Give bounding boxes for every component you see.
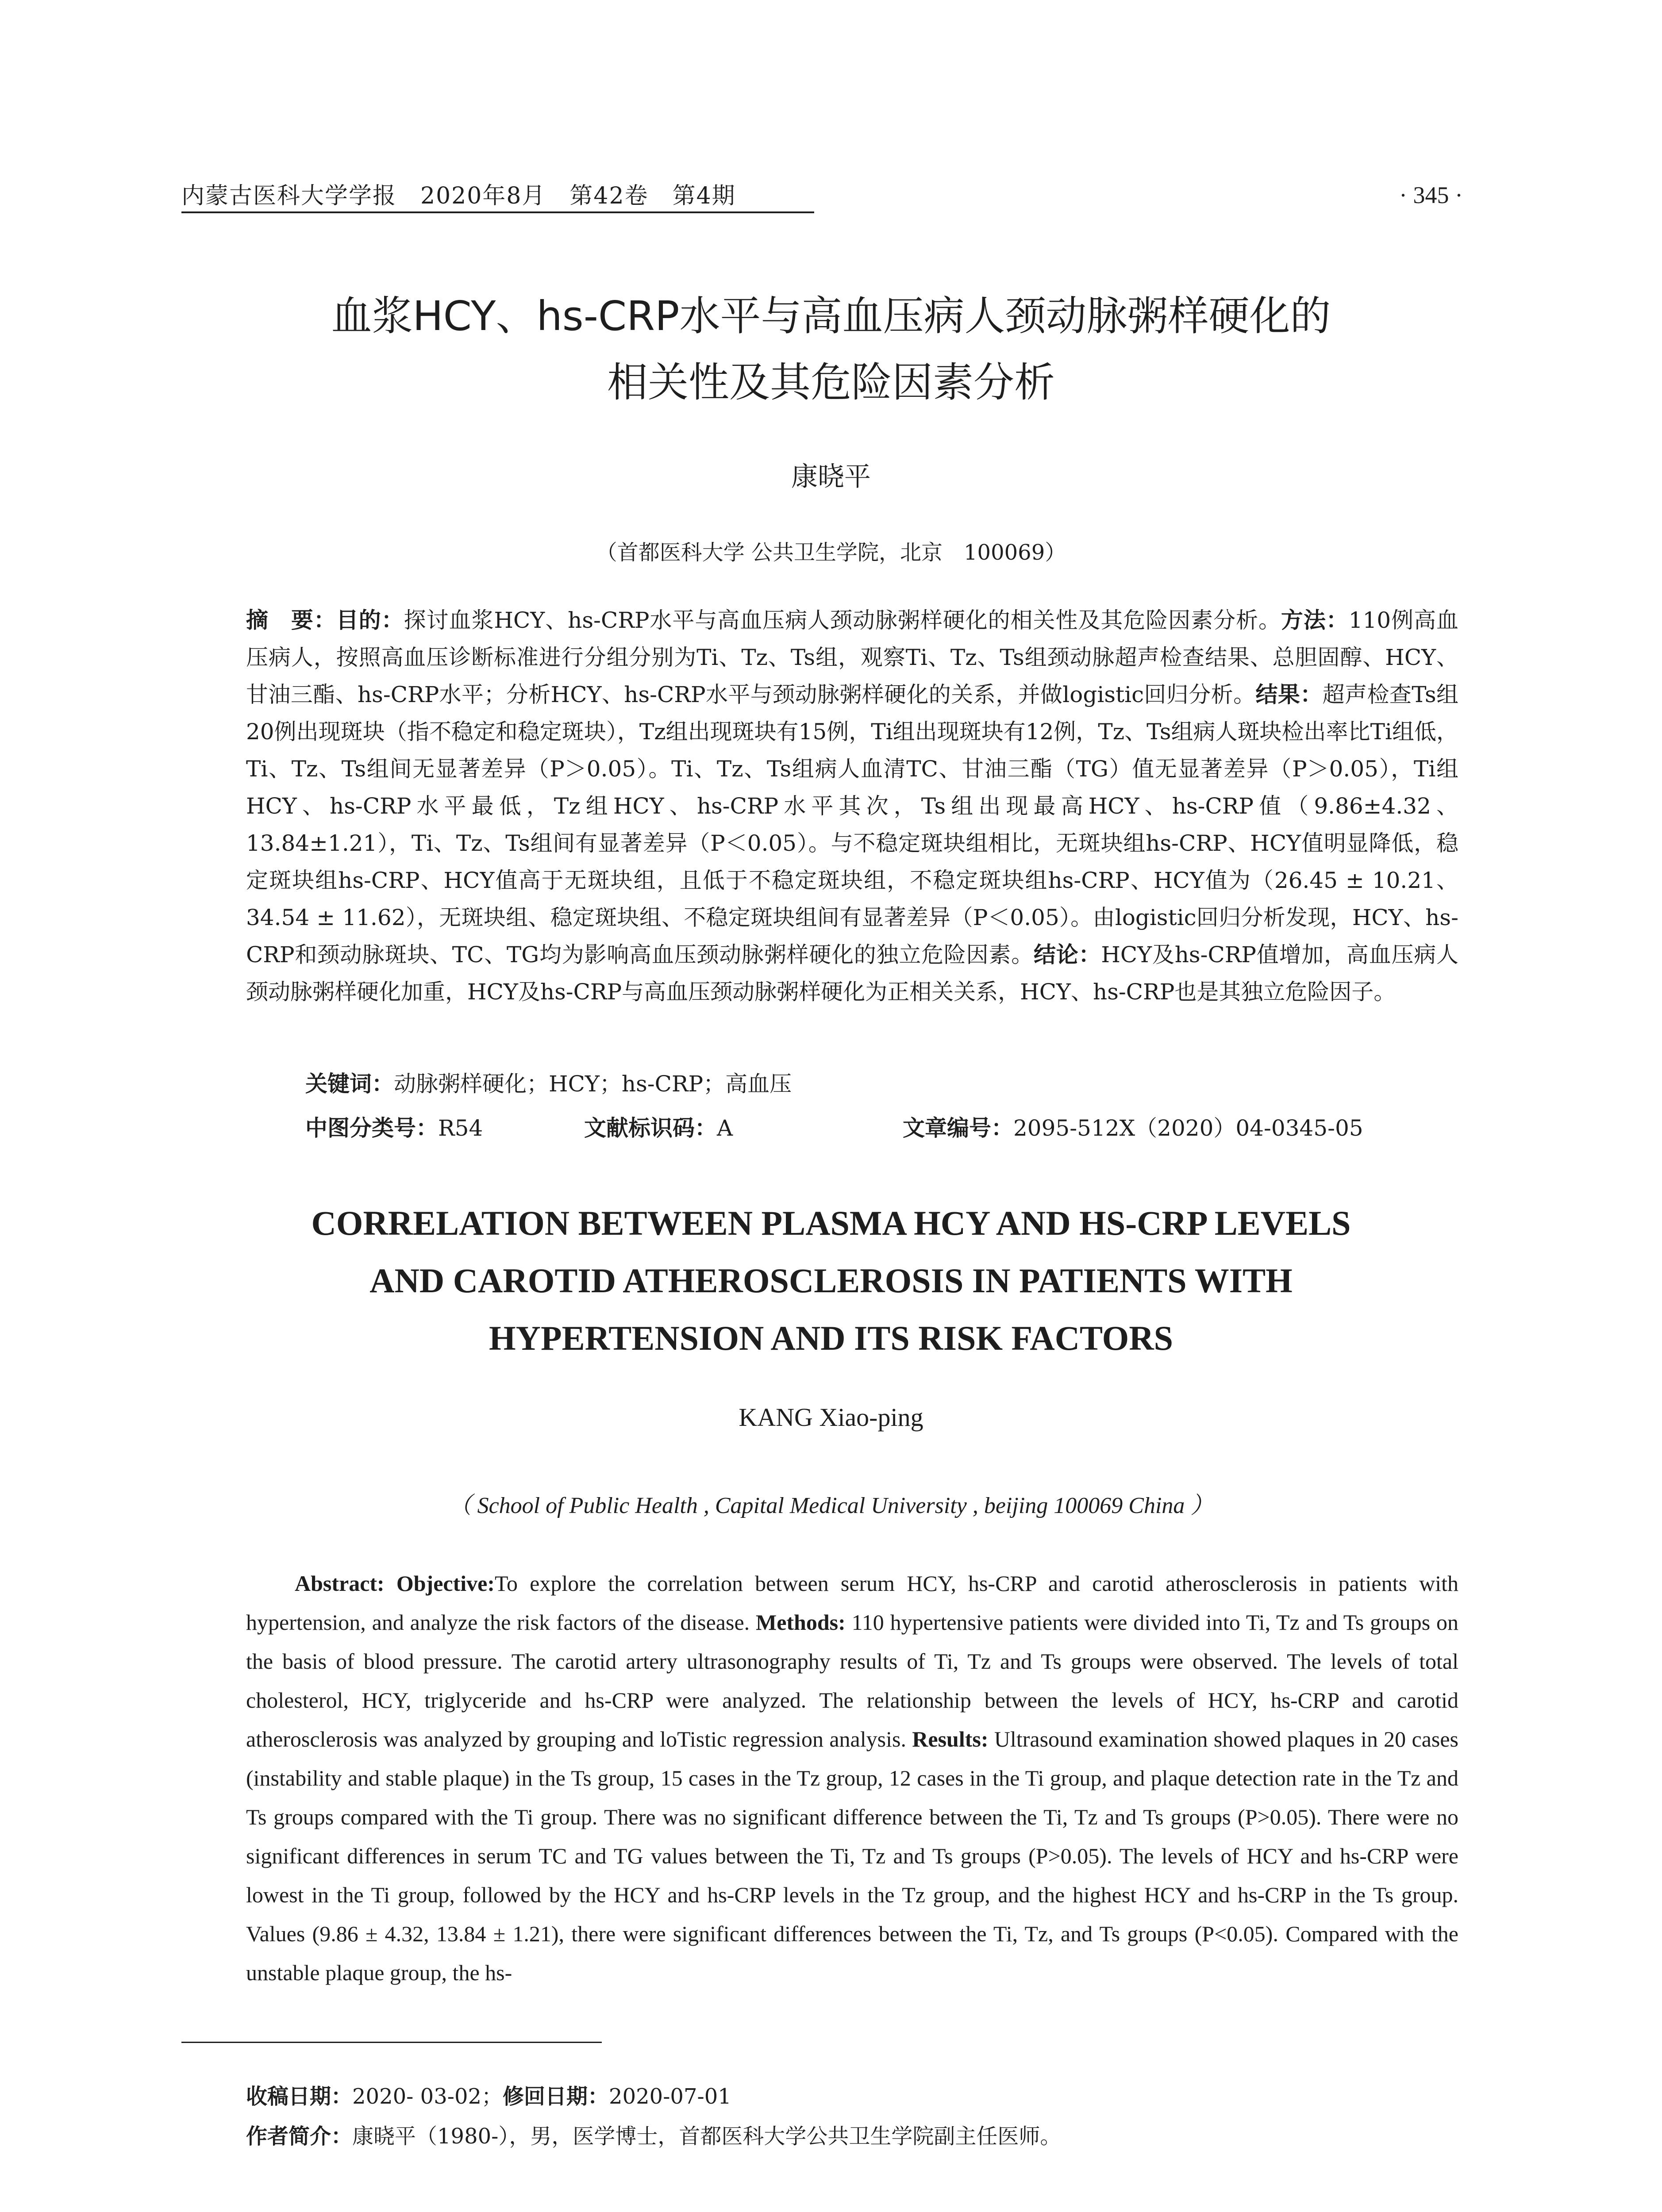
title-en-line1: CORRELATION BETWEEN PLASMA HCY AND HS-CRP LEVELS <box>311 1204 1351 1242</box>
affiliation-cn: （首都医科大学 公共卫生学院，北京 100069） <box>596 540 1066 565</box>
document-code-label: 文献标识码： <box>584 1115 717 1141</box>
abstract-cn <box>246 602 1458 1010</box>
abstract-cn-objective-label: 目的： <box>336 607 404 633</box>
article-number <box>903 1110 1363 1142</box>
running-header: 内蒙古医科大学学报 2020年8月 第42卷 第4期 <box>181 183 736 209</box>
abstract-cn-conclusion-label: 结论： <box>1033 942 1101 968</box>
keywords-value: 动脉粥样硬化；HCY；hs-CRP；高血压 <box>394 1071 792 1097</box>
author-cn: 康晓平 <box>791 461 871 492</box>
keywords <box>305 1066 792 1098</box>
bio-label: 作者简介： <box>246 2124 353 2149</box>
abstract-cn-objective: 探讨血浆HCY、hs-CRP水平与高血压病人颈动脉粥样硬化的相关性及其危险因素分析。 <box>404 607 1281 633</box>
document-code-value: A <box>717 1115 733 1141</box>
abstract-en-label: Abstract: <box>295 1571 385 1596</box>
abstract-cn-method: 110例高血压病人，按照高血压诊断标准进行分组分别为Ti、Tz、Ts组，观察Ti、Tz、Ts组颈动脉超声检查结果、总胆固醇、HCY、甘油三酯、hs-CRP水平；分析HCY、hs-CRP水平与颈动脉粥样硬化的关系，并做logistic回归分析。 <box>246 607 1459 707</box>
title-en-line2: AND CAROTID ATHEROSCLEROSIS IN PATIENTS WITH <box>369 1261 1293 1300</box>
footnote-author-bio <box>246 2119 1061 2150</box>
keywords-label: 关键词： <box>305 1071 394 1097</box>
clc-number <box>305 1110 483 1142</box>
abstract-cn-method-label: 方法： <box>1281 607 1349 633</box>
abstract-en-result: Ultrasound examination showed plaques in 20 cases (instability and stable plaque) in the Ts group, 15 cases in the Tz group, 12 cases in the Ti group, and plaque detection rate in the Tz and Ts groups compared with the Ti group. There was no significant difference between the Ti, Tz and Ts groups (P>0.05). There were no significant differences in serum TC and TG values between the Ti, Tz and Ts groups (P>0.05). The levels of HCY and hs-CRP were lowest in the Ti group, followed by the HCY and hs-CRP levels in the Tz group, and the highest HCY and hs-CRP in the Ts group. Values (9.86 ± 4.32, 13.84 ± 1.21), there were significant differences between the Ti, Tz, and Ts groups (P<0.05). Compared with the unstable plaque group, the hs- <box>246 1727 1458 1985</box>
author-en: KANG Xiao-ping <box>739 1403 923 1432</box>
clc-label: 中图分类号： <box>305 1115 438 1141</box>
title-cn-line2: 相关性及其危险因素分析 <box>607 359 1055 406</box>
affiliation-en: （ School of Public Health , Capital Medical University , beijing 100069 China ） <box>448 1493 1214 1518</box>
abstract-cn-label: 摘 要： <box>246 607 336 633</box>
abstract-cn-conclusion: HCY及hs-CRP值增加，高血压病人颈动脉粥样硬化加重，HCY及hs-CRP与高血压颈动脉粥样硬化为正相关关系，HCY、hs-CRP也是其独立危险因子。 <box>246 942 1458 1005</box>
header-rule <box>181 211 814 213</box>
received-value: 2020- 03-02； <box>352 2084 503 2109</box>
footnote-rule <box>181 2042 602 2043</box>
abstract-en-objective: To explore the correlation between serum HCY, hs-CRP and carotid atherosclerosis in patients with hypertension, and analyze the risk factors of the disease. <box>246 1571 1458 1635</box>
revised-label: 修回日期： <box>503 2084 609 2109</box>
abstract-cn-result: 超声检查Ts组20例出现斑块（指不稳定和稳定斑块），Tz组出现斑块有15例，Ti组出现斑块有12例，Tz、Ts组病人斑块检出率比Ti组低，Ti、Tz、Ts组间无显著差异（P＞0.05）。Ti、Tz、Ts组病人血清TC、甘油三酯（TG）值无显著差异（P＞0.05），Ti组HCY、hs-CRP水平最低，Tz组HCY、hs-CRP水平其次，Ts组出现最高HCY、hs-CRP值（9.86±4.32、13.84±1.21），Ti、Tz、Ts组间有显著差异（P＜0.05）。与不稳定斑块组相比，无斑块组hs-CRP、HCY值明显降低，稳定斑块组hs-CRP、HCY值高于无斑块组，且低于不稳定斑块组，不稳定斑块组hs-CRP、HCY值为（26.45 ± 10.21、34.54 ± 11.62），无斑块组、稳定斑块组、不稳定斑块组间有显著差异（P＜0.05）。由logistic回归分析发现，HCY、hs-CRP和颈动脉斑块、TC、TG均为影响高血压颈动脉粥样硬化的独立危险因素。 <box>246 682 1459 968</box>
revised-value: 2020-07-01 <box>609 2084 731 2109</box>
abstract-en-objective-label: Objective: <box>396 1571 495 1596</box>
abstract-en <box>246 1564 1458 1992</box>
document-code <box>584 1110 733 1142</box>
title-cn-line1: 血浆HCY、hs-CRP水平与高血压病人颈动脉粥样硬化的 <box>331 292 1331 340</box>
footnote-dates <box>246 2079 731 2110</box>
abstract-en-method: 110 hypertensive patients were divided into Ti, Tz and Ts groups on the basis of blood pressure. The carotid artery ultrasonography results of Ti, Tz and Ts groups were observed. The levels of total cholesterol, HCY, triglyceride and hs-CRP were analyzed. The relationship between the levels of HCY, hs-CRP and carotid atherosclerosis was analyzed by grouping and loTistic regression analysis. <box>246 1610 1459 1751</box>
clc-value: R54 <box>438 1115 483 1141</box>
received-label: 收稿日期： <box>246 2084 353 2109</box>
abstract-cn-result-label: 结果： <box>1255 682 1323 707</box>
bio-value: 康晓平（1980-），男，医学博士，首都医科大学公共卫生学院副主任医师。 <box>352 2124 1062 2149</box>
page-number: · 345 · <box>1399 182 1463 208</box>
title-en-line3: HYPERTENSION AND ITS RISK FACTORS <box>489 1319 1173 1357</box>
article-number-label: 文章编号： <box>903 1115 1013 1141</box>
abstract-en-result-label: Results: <box>912 1727 989 1751</box>
abstract-en-method-label: Methods: <box>756 1610 846 1635</box>
article-number-value: 2095-512X（2020）04-0345-05 <box>1013 1115 1363 1141</box>
